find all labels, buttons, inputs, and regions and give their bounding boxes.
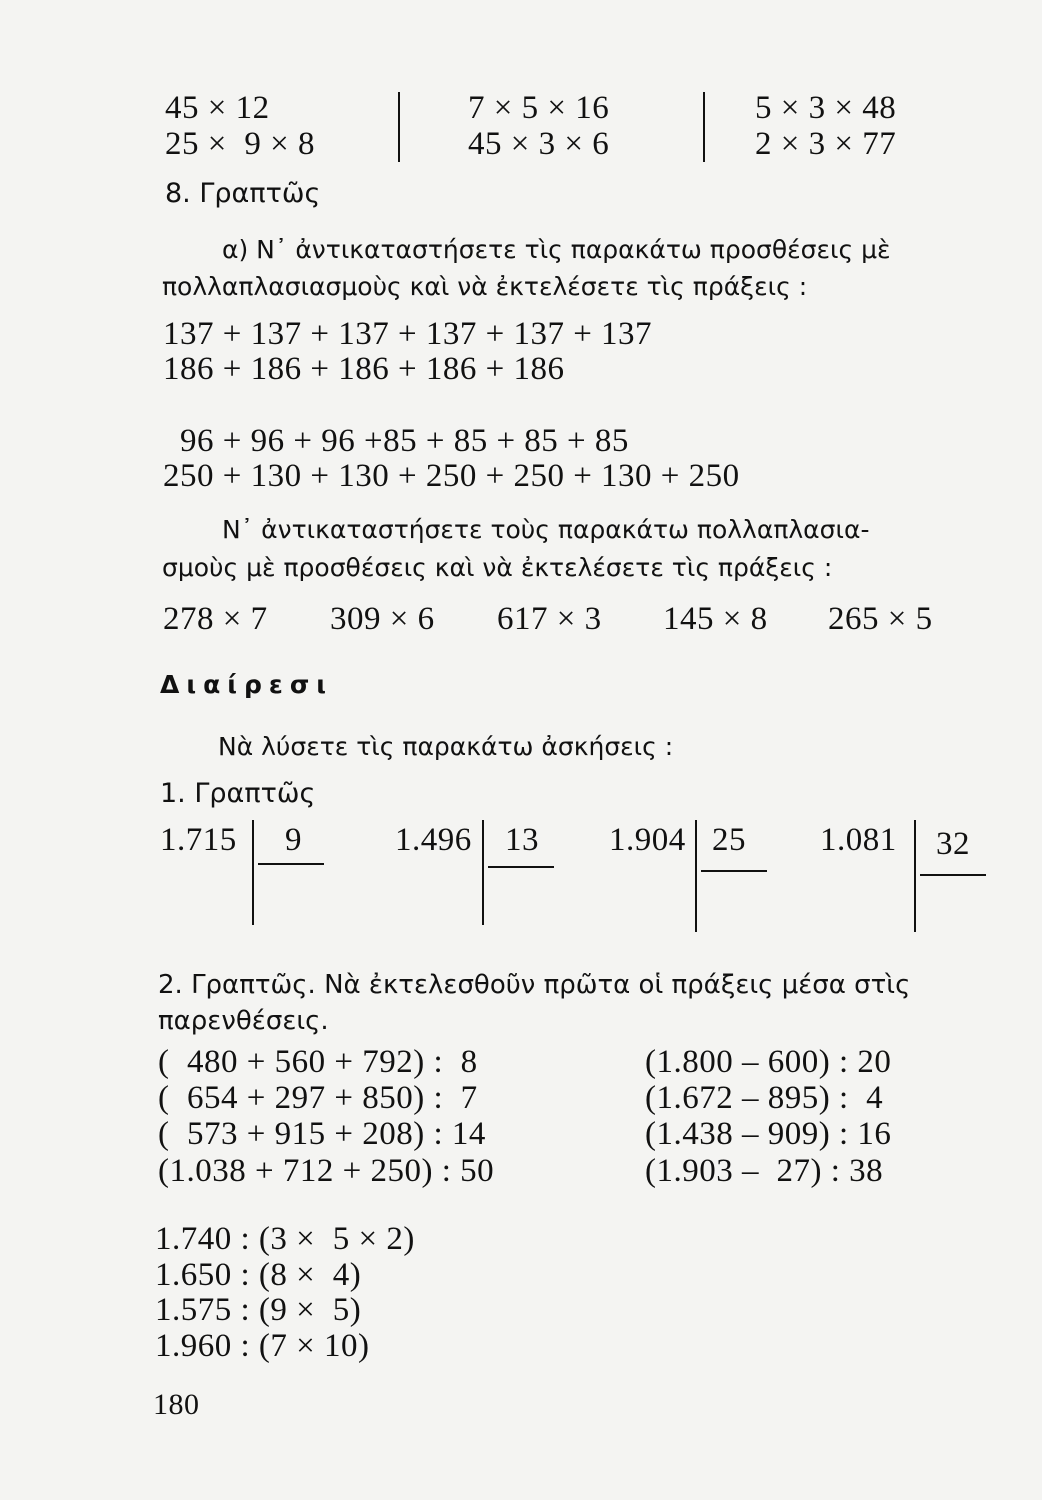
sum-line: 186 + 186 + 186 + 186 + 186 bbox=[163, 351, 565, 387]
left-expression: (1.038 + 712 + 250) : 50 bbox=[158, 1153, 495, 1189]
product-item: 309 × 6 bbox=[330, 601, 435, 637]
right-expression: (1.800 – 600) : 20 bbox=[645, 1044, 892, 1080]
dividend: 1.496 bbox=[395, 822, 472, 858]
sum-line: 137 + 137 + 137 + 137 + 137 + 137 bbox=[163, 316, 653, 352]
right-expression: (1.672 – 895) : 4 bbox=[645, 1080, 884, 1116]
division-heading: Διαίρεσι bbox=[160, 670, 334, 699]
section-8b-line1: Ν᾽ ἀντικαταστήσετε τοὺς παρακάτω πολλαπλασια- bbox=[222, 515, 870, 544]
exercise-2-line1: 2. Γραπτῶς. Νὰ ἐκτελεσθοῦν πρῶτα οἱ πράξεις μέσα στὶς bbox=[158, 970, 911, 1000]
dividend: 1.081 bbox=[820, 822, 897, 858]
sum-line: 96 + 96 + 96 +85 + 85 + 85 + 85 bbox=[180, 423, 629, 459]
bottom-expression: 1.740 : (3 × 5 × 2) bbox=[155, 1221, 415, 1257]
left-expression: ( 654 + 297 + 850) : 7 bbox=[158, 1080, 478, 1116]
column-divider bbox=[398, 92, 400, 162]
column-divider bbox=[703, 92, 705, 162]
top-col3-row1: 5 × 3 × 48 bbox=[755, 90, 897, 126]
section-8a-line2: πολλαπλασιασμοὺς καὶ νὰ ἐκτελέσετε τὶς πράξεις : bbox=[162, 272, 808, 301]
bottom-expression: 1.650 : (8 × 4) bbox=[155, 1257, 362, 1293]
product-item: 265 × 5 bbox=[828, 601, 933, 637]
divisor: 13 bbox=[505, 822, 539, 858]
division-bar bbox=[914, 820, 916, 932]
bottom-expression: 1.575 : (9 × 5) bbox=[155, 1292, 362, 1328]
quotient-line bbox=[920, 874, 986, 876]
left-expression: ( 573 + 915 + 208) : 14 bbox=[158, 1116, 486, 1152]
division-bar bbox=[252, 820, 254, 925]
divisor: 25 bbox=[712, 822, 746, 858]
sum-line: 250 + 130 + 130 + 250 + 250 + 130 + 250 bbox=[163, 458, 740, 494]
right-expression: (1.903 – 27) : 38 bbox=[645, 1153, 884, 1189]
division-intro: Νὰ λύσετε τὶς παρακάτω ἀσκήσεις : bbox=[218, 732, 674, 761]
top-col1-row1: 45 × 12 bbox=[165, 90, 270, 126]
dividend: 1.904 bbox=[609, 822, 686, 858]
top-col2-row1: 7 × 5 × 16 bbox=[468, 90, 610, 126]
top-col2-row2: 45 × 3 × 6 bbox=[468, 126, 610, 162]
divisor: 9 bbox=[285, 822, 302, 858]
exercise-2-line2: παρενθέσεις. bbox=[158, 1006, 329, 1036]
top-col1-row2: 25 × 9 × 8 bbox=[165, 126, 315, 162]
page-number: 180 bbox=[153, 1388, 200, 1421]
top-col3-row2: 2 × 3 × 77 bbox=[755, 126, 897, 162]
section-8a-line1: α) Ν᾽ ἀντικαταστήσετε τὶς παρακάτω προσθέσεις μὲ bbox=[222, 235, 891, 264]
section-8-title: 8. Γραπτῶς bbox=[165, 178, 321, 209]
dividend: 1.715 bbox=[160, 822, 237, 858]
quotient-line bbox=[258, 863, 324, 865]
quotient-line bbox=[488, 866, 554, 868]
product-item: 278 × 7 bbox=[163, 601, 268, 637]
division-bar bbox=[695, 820, 697, 932]
left-expression: ( 480 + 560 + 792) : 8 bbox=[158, 1044, 478, 1080]
section-8b-line2: σμοὺς μὲ προσθέσεις καὶ νὰ ἐκτελέσετε τὶς πράξεις : bbox=[162, 553, 833, 582]
exercise-1-title: 1. Γραπτῶς bbox=[160, 778, 316, 809]
product-item: 145 × 8 bbox=[663, 601, 768, 637]
division-bar bbox=[482, 820, 484, 925]
quotient-line bbox=[701, 870, 767, 872]
product-item: 617 × 3 bbox=[497, 601, 602, 637]
right-expression: (1.438 – 909) : 16 bbox=[645, 1116, 892, 1152]
bottom-expression: 1.960 : (7 × 10) bbox=[155, 1328, 370, 1364]
divisor: 32 bbox=[936, 826, 970, 862]
